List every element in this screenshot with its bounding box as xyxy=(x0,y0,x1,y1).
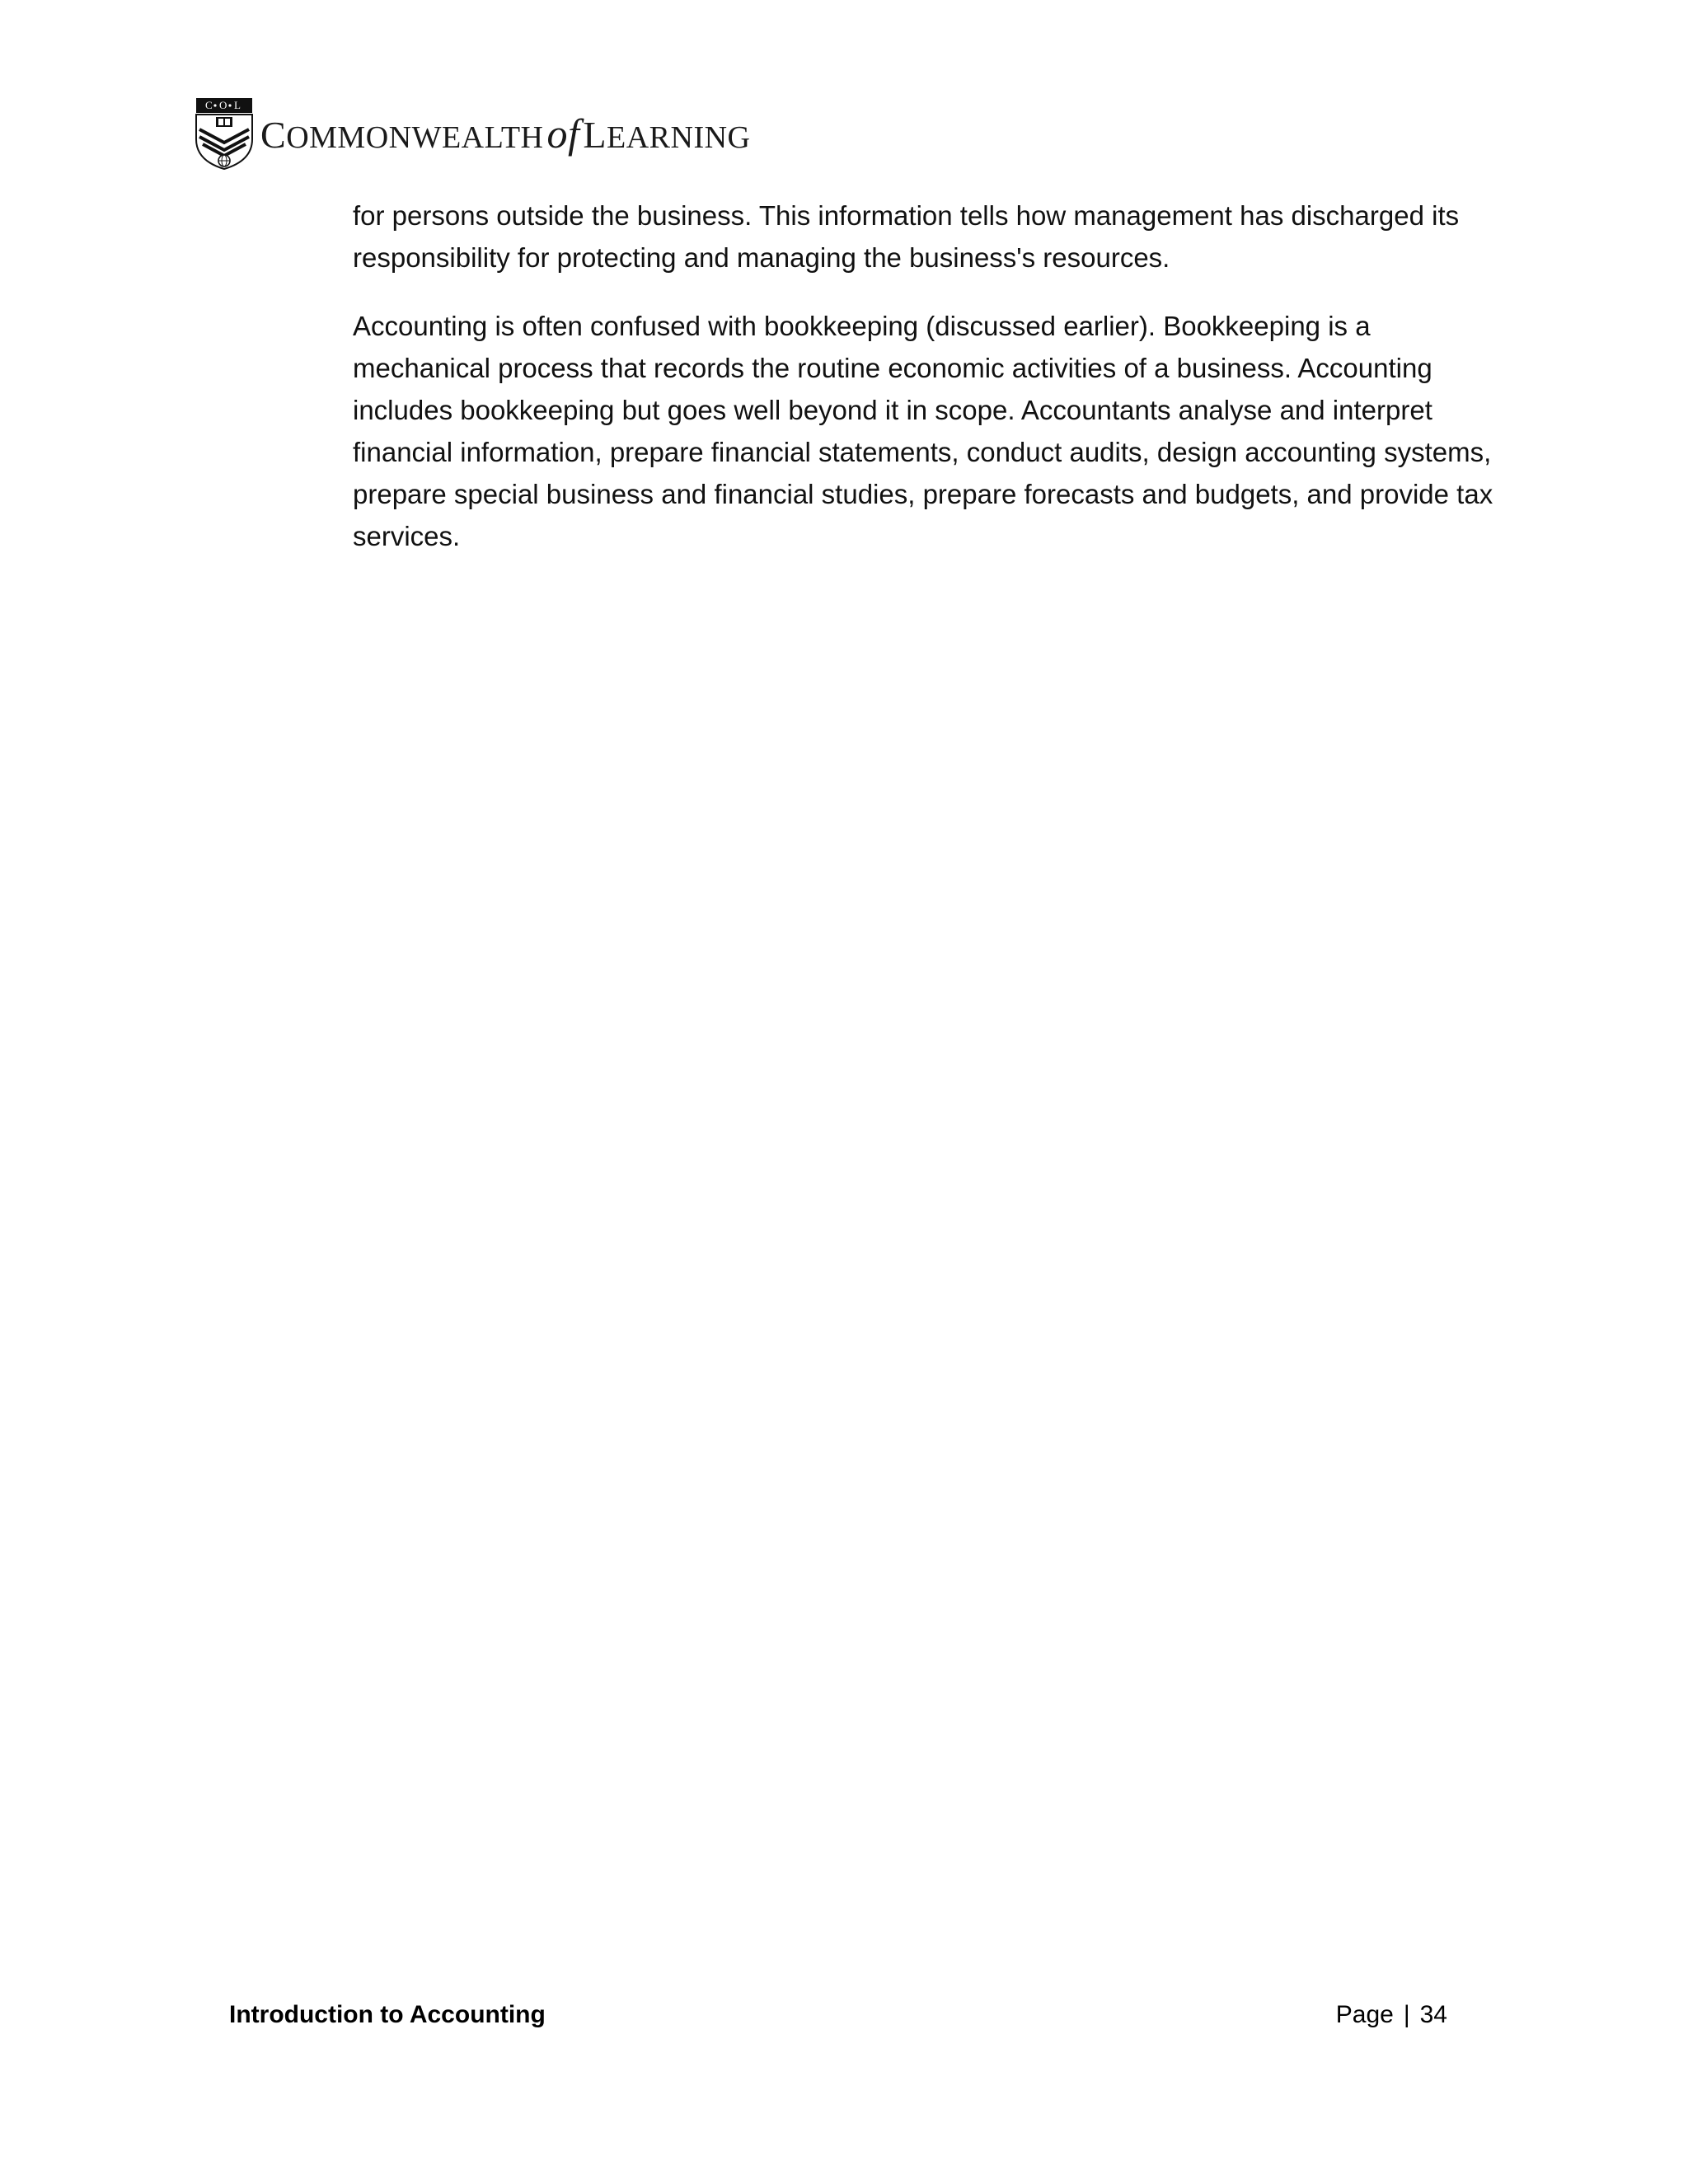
paragraph-2: Accounting is often confused with bookkeeping (discussed earlier). Bookkeeping is a mechanical process that records the routine economic activities of a business. Accounting includes bookkeeping but goes well beyond it in scope. Accountants analyse and interpret financial information, prepare financial statements, conduct audits, design accounting systems, prepare special business and financial studies, prepare forecasts and budgets, and provide tax services. xyxy=(353,311,1493,551)
logo-wordmark xyxy=(260,110,751,157)
col-shield-icon xyxy=(195,96,254,171)
footer-page-number xyxy=(1336,2001,1447,2029)
footer-separator: | xyxy=(1403,2001,1410,2028)
logo-initial-l: L xyxy=(234,99,241,111)
logo-wordmark-earning: EARNING xyxy=(607,120,751,155)
logo-wordmark-l: L xyxy=(583,114,607,156)
logo-wordmark-ommonwealth: OMMONWEALTH xyxy=(286,120,544,155)
footer-document-title: Introduction to Accounting xyxy=(229,2001,546,2028)
footer-page-value: 34 xyxy=(1419,2001,1447,2028)
logo-wordmark-c: C xyxy=(260,114,287,156)
commonwealth-of-learning-logo xyxy=(195,96,751,171)
logo-initial-c: C xyxy=(205,99,213,111)
page-body xyxy=(353,194,1500,583)
logo-wordmark-of: of xyxy=(546,110,580,157)
logo-initial-o: O xyxy=(219,99,227,111)
footer-page-label: Page xyxy=(1335,2001,1394,2028)
paragraph-1: for persons outside the business. This information tells how management has discharged its responsibility for protecting and managing the business's resources. xyxy=(353,200,1460,273)
